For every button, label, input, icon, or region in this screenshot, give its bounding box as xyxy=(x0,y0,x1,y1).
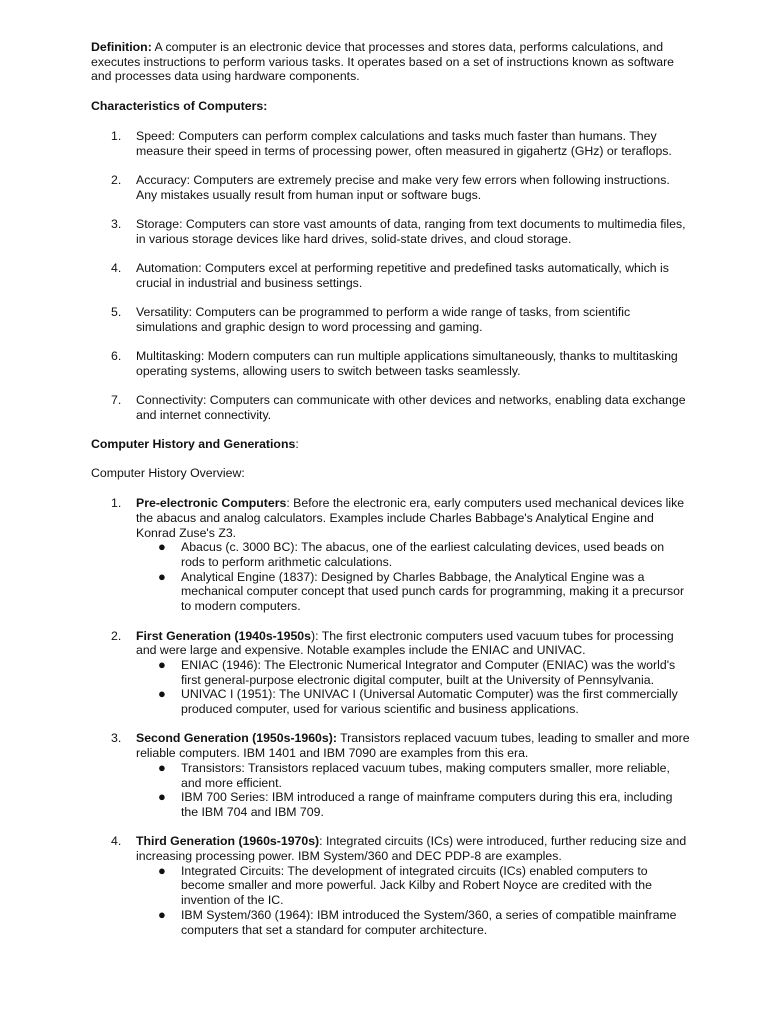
item-number: 4. xyxy=(111,261,122,276)
item-number: 3. xyxy=(111,731,122,746)
item-text: : Integrated circuits (ICs) were introduced, further reducing size and increasing processing power. IBM System/360 and DEC PDP-8 are examples. xyxy=(136,834,687,864)
item-title: Pre-electronic Computers xyxy=(136,496,287,511)
item-title: Third Generation (1960s-1970s) xyxy=(136,834,320,849)
item-number: 2. xyxy=(111,628,122,643)
list-item xyxy=(91,261,691,290)
definition-label: Definition: xyxy=(91,40,152,54)
item-number: 3. xyxy=(111,217,122,231)
item-number: 6. xyxy=(111,349,122,364)
bullet-icon: ● xyxy=(158,906,166,922)
item-number: 5. xyxy=(111,305,122,320)
bullet-item xyxy=(136,540,691,569)
bullet-text: Analytical Engine (1837): Designed by Charles Babbage, the Analytical Engine was a mechanical computer concept that used punch cards for programming, making it a precursor to modern computers. xyxy=(181,569,685,614)
bullet-item xyxy=(136,687,691,716)
list-item xyxy=(91,496,691,614)
bullet-item xyxy=(136,908,691,937)
item-text: Automation: Computers excel at performing repetitive and predefined tasks automatically, which is crucial in industrial and business settings. xyxy=(136,261,669,290)
bullet-item xyxy=(136,790,691,819)
bullet-icon: ● xyxy=(158,539,166,555)
item-text: Multitasking: Modern computers can run multiple applications simultaneously, thanks to multitasking operating systems, allowing users to switch between tasks seamlessly. xyxy=(136,349,678,378)
bullet-list xyxy=(136,864,691,938)
item-number: 2. xyxy=(111,172,122,187)
item-text: Accuracy: Computers are extremely precise and make very few errors when following instructions. Any mistakes usually result from human input or software bugs. xyxy=(136,172,670,202)
bullet-item xyxy=(136,864,691,908)
list-item xyxy=(91,217,691,246)
history-heading xyxy=(91,437,691,452)
list-item xyxy=(91,349,691,378)
definition-paragraph xyxy=(91,40,691,84)
item-title: First Generation (1940s-1950s xyxy=(136,628,311,643)
list-item xyxy=(91,173,691,202)
history-heading-suffix: : xyxy=(295,436,299,451)
item-number: 1. xyxy=(111,496,122,511)
item-title: Second Generation (1950s-1960s): xyxy=(136,731,337,746)
item-text: : Before the electronic era, early computers used mechanical devices like the abacus and analog calculators. Examples include Charles Babbage's Analytical Engine and Konrad Zuse's Z3. xyxy=(136,496,685,540)
bullet-list xyxy=(136,540,691,614)
bullet-text: Integrated Circuits: The development of integrated circuits (ICs) enabled computers to become smaller and more powerful. Jack Kilby and Robert Noyce are credited with the invention of the IC. xyxy=(181,863,652,908)
item-text: Versatility: Computers can be programmed to perform a wide range of tasks, from scientific simulations and graphic design to word processing and gaming. xyxy=(136,305,631,334)
bullet-icon: ● xyxy=(158,789,166,805)
bullet-text: ENIAC (1946): The Electronic Numerical Integrator and Computer (ENIAC) was the world's first general-purpose electronic digital computer, built at the University of Pennsylvania. xyxy=(181,657,676,687)
bullet-text: IBM 700 Series: IBM introduced a range of mainframe computers during this era, including the IBM 704 and IBM 709. xyxy=(181,790,673,819)
history-overview: Computer History Overview: xyxy=(91,466,245,481)
bullet-icon: ● xyxy=(158,862,166,878)
document-page xyxy=(91,40,691,951)
bullet-item xyxy=(136,761,691,790)
item-text: ): The first electronic computers used vacuum tubes for processing and were large and expensive. Notable examples include the ENIAC and UNIVAC. xyxy=(136,628,674,658)
list-item xyxy=(91,731,691,819)
item-text: Connectivity: Computers can communicate with other devices and networks, enabling data exchange and internet connectivity. xyxy=(136,393,686,423)
history-heading-text: Computer History and Generations xyxy=(91,436,296,451)
item-text: Transistors replaced vacuum tubes, leading to smaller and more reliable computers. IBM 1401 and IBM 7090 are examples from this era. xyxy=(136,731,690,761)
bullet-icon: ● xyxy=(158,759,166,775)
list-item xyxy=(91,129,691,158)
history-list xyxy=(91,496,691,937)
list-item xyxy=(91,305,691,334)
item-text: Storage: Computers can store vast amounts of data, ranging from text documents to multimedia files, in various storage devices like hard drives, solid-state drives, and cloud storage. xyxy=(136,217,686,246)
bullet-icon: ● xyxy=(158,686,166,702)
bullet-icon: ● xyxy=(158,568,166,584)
characteristics-heading: Characteristics of Computers: xyxy=(91,99,268,114)
bullet-item xyxy=(136,658,691,687)
list-item xyxy=(91,393,691,422)
item-number: 4. xyxy=(111,834,122,849)
bullet-text: Transistors: Transistors replaced vacuum tubes, making computers smaller, more reliable, and more efficient. xyxy=(181,760,670,790)
item-number: 1. xyxy=(111,128,122,143)
bullet-item xyxy=(136,570,691,614)
item-text: Speed: Computers can perform complex calculations and tasks much faster than humans. They measure their speed in terms of processing power, often measured in gigahertz (GHz) or teraflops. xyxy=(136,128,672,158)
bullet-list xyxy=(136,658,691,717)
bullet-list xyxy=(136,761,691,820)
bullet-text: IBM System/360 (1964): IBM introduced the System/360, a series of compatible mainframe computers that set a standard for computer architecture. xyxy=(181,907,677,937)
bullet-icon: ● xyxy=(158,656,166,672)
bullet-text: UNIVAC I (1951): The UNIVAC I (Universal Automatic Computer) was the first commercially produced computer, used for various scientific and business applications. xyxy=(181,687,678,717)
definition-text: A computer is an electronic device that processes and stores data, performs calculations, and executes instructions to perform various tasks. It operates based on a set of instructions known as software and processes data using hardware components. xyxy=(91,40,675,84)
list-item xyxy=(91,629,691,717)
item-number: 7. xyxy=(111,393,122,408)
list-item xyxy=(91,834,691,937)
bullet-text: Abacus (c. 3000 BC): The abacus, one of the earliest calculating devices, used beads on rods to perform arithmetic calculations. xyxy=(181,540,665,569)
characteristics-list xyxy=(91,129,691,423)
